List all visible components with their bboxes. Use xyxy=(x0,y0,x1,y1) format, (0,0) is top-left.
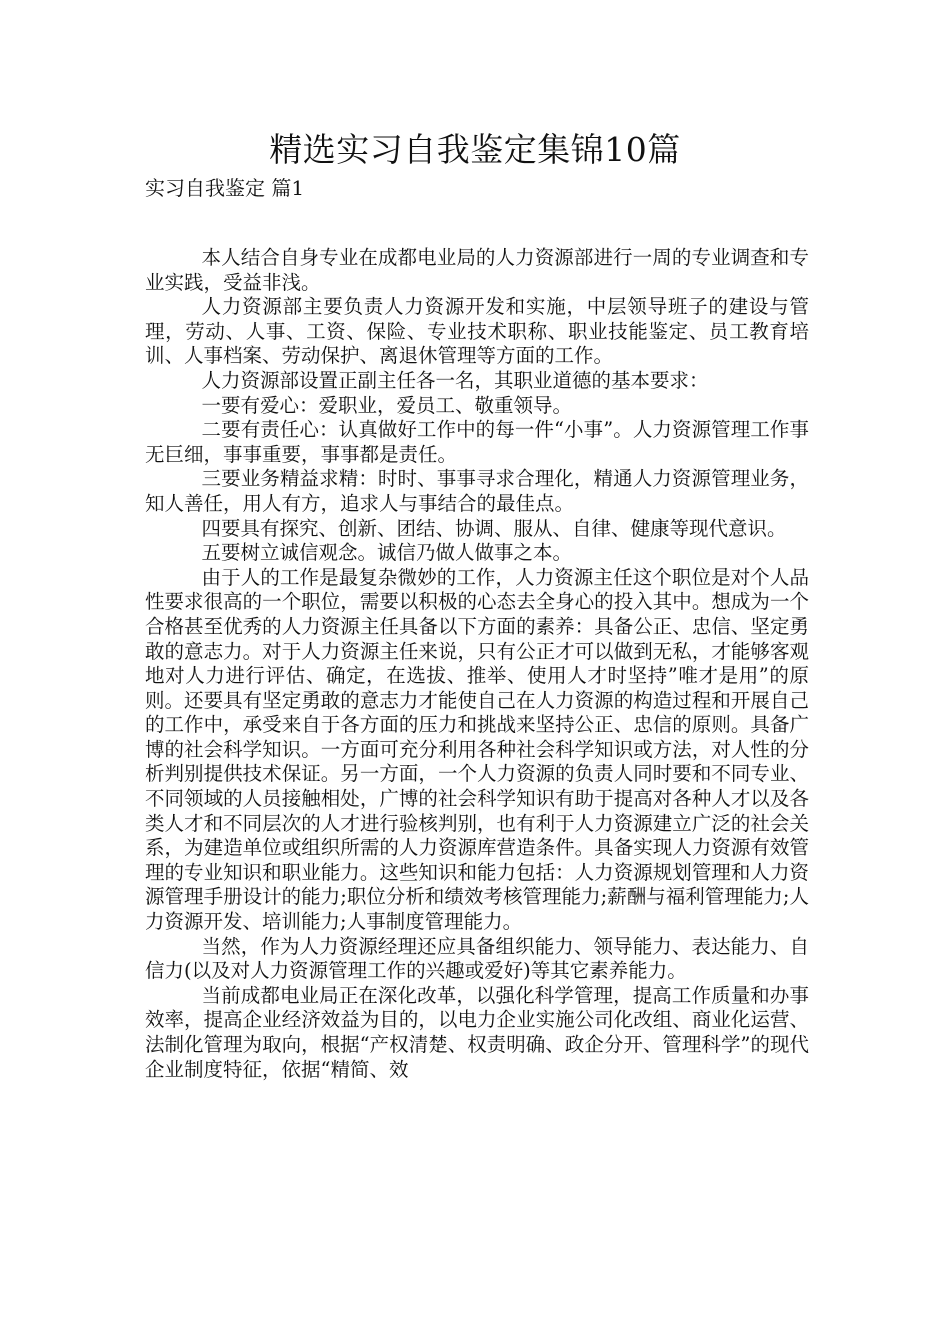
paragraph: 人力资源部设置正副主任各一名，其职业道德的基本要求： xyxy=(201,368,709,392)
paragraph: 一要有爱心：爱职业，爱员工、敬重领导。 xyxy=(201,393,573,417)
paragraph: 当然，作为人力资源经理还应具备组织能力、领导能力、表达能力、自信力(以及对人力资源管理工作的兴趣或爱好)等其它素养能力。 xyxy=(145,934,809,983)
section-heading: 实习自我鉴定 篇1 xyxy=(145,176,305,200)
paragraph: 二要有责任心：认真做好工作中的每一件“小事”。人力资源管理工作事无巨细，事事重要，事事都是责任。 xyxy=(145,418,809,466)
document-title: 精选实习自我鉴定集锦10篇 xyxy=(269,130,681,169)
document-body xyxy=(145,246,809,1082)
paragraph: 五要树立诚信观念。诚信乃做人做事之本。 xyxy=(201,541,573,565)
paragraph: 本人结合自身专业在成都电业局的人力资源部进行一周的专业调查和专业实践，受益非浅。 xyxy=(145,246,809,294)
paragraph: 人力资源部主要负责人力资源开发和实施，中层领导班子的建设与管理，劳动、人事、工资、保险、专业技术职称、职业技能鉴定、员工教育培训、人事档案、劳动保护、离退休管理等方面的工作。 xyxy=(145,295,809,368)
paragraph: 当前成都电业局正在深化改革，以强化科学管理，提高工作质量和办事效率，提高企业经济效益为目的，以电力企业实施公司化改组、商业化运营、法制化管理为取向，根据“产权清楚、权责明确、政企分开、管理科学”的现代企业制度特征，依据“精简、效 xyxy=(145,983,809,1081)
paragraph: 三要业务精益求精：时时、事事寻求合理化，精通人力资源管理业务，知人善任，用人有方，追求人与事结合的最佳点。 xyxy=(145,467,809,515)
paragraph: 四要具有探究、创新、团结、协调、服从、自律、健康等现代意识。 xyxy=(201,516,787,540)
paragraph: 由于人的工作是最复杂微妙的工作，人力资源主任这个职位是对个人品性要求很高的一个职位，需要以积极的心态去全身心的投入其中。想成为一个合格甚至优秀的人力资源主任具备以下方面的素养：具备公正、忠信、坚定勇敢的意志力。对于人力资源主任来说，只有公正才可以做到无私，才能够客观地对人力进行评估、确定，在选拔、推举、使用人才时坚持”唯才是用”的原则。还要具有坚定勇敢的意志力才能使自己在人力资源的构造过程和开展自己的工作中，承受来自于各方面的压力和挑战来坚持公正、忠信的原则。具备广博的社会科学知识。一方面可充分利用各种社会科学知识或方法，对人性的分析判别提供技术保证。另一方面，一个人力资源的负责人同时要和不同专业、不同领域的人员接触相处，广博的社会科学知识有助于提高对各种人才以及各类人才和不同层次的人才进行验核判别，也有利于人力资源建立广泛的社会关系，为建造单位或组织所需的人力资源库营造条件。具备实现人力资源有效管理的专业知识和职业能力。这些知识和能力包括：人力资源规划管理和人力资源管理手册设计的能力;职位分析和绩效考核管理能力;薪酬与福利管理能力;人力资源开发、培训能力;人事制度管理能力。 xyxy=(145,565,809,934)
